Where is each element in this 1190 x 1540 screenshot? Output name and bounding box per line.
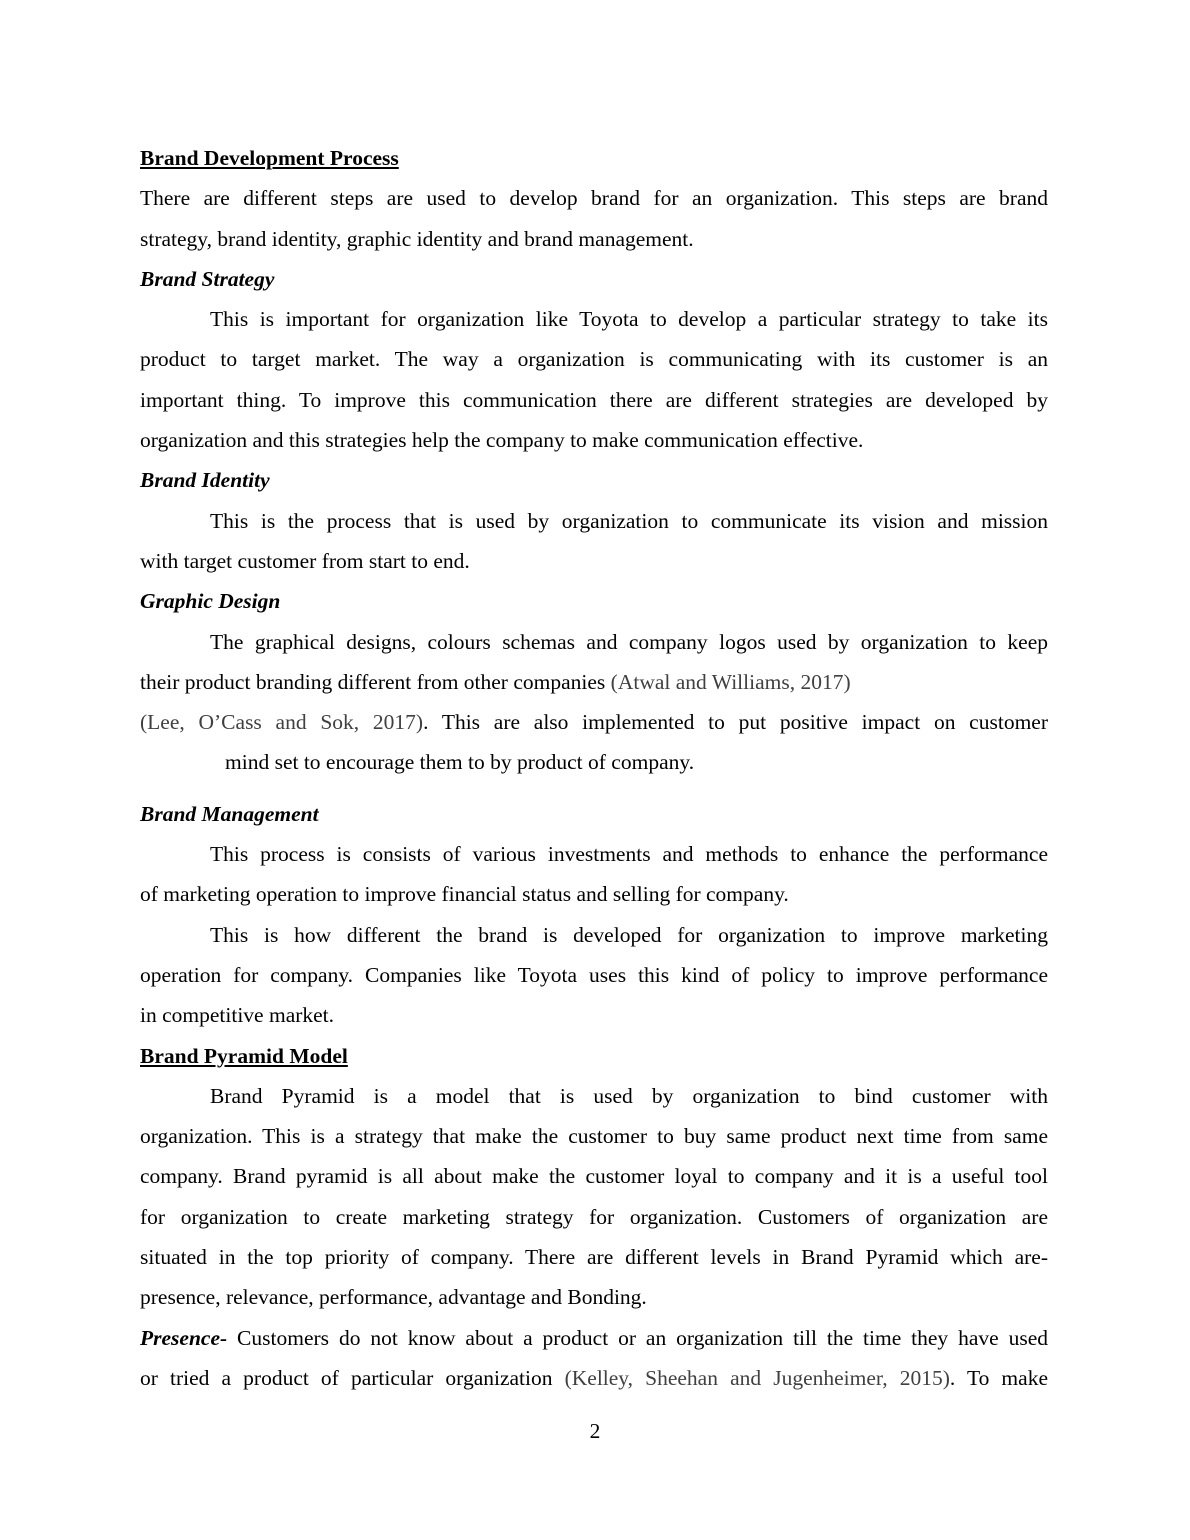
paragraph-line: product to target market. The way a organization is communicating with its customer is an: [140, 347, 1048, 372]
heading-brand-management: Brand Management: [140, 801, 319, 826]
heading-brand-pyramid-model: Brand Pyramid Model: [140, 1043, 348, 1068]
heading-brand-development-process: Brand Development Process: [140, 146, 399, 170]
heading-graphic-design: Graphic Design: [140, 589, 281, 614]
paragraph-line: presence, relevance, performance, advantage and Bonding.: [140, 1285, 647, 1310]
paragraph-line: with target customer from start to end.: [140, 548, 470, 573]
heading-brand-strategy: Brand Strategy: [140, 266, 275, 291]
paragraph-line: [140, 1358, 1048, 1398]
paragraph-line: for organization to create marketing strategy for organization. Customers of organization are: [140, 1204, 1048, 1229]
paragraph-text: . This are also implemented to put positive impact on customer: [423, 710, 1048, 735]
paragraph-line: The graphical designs, colours schemas and company logos used by organization to keep: [210, 629, 1048, 654]
paragraph-line: [140, 662, 1048, 702]
paragraph-line: organization and this strategies help the company to make communication effective.: [140, 428, 864, 453]
spacer: [140, 783, 1048, 794]
paragraph-line: [140, 1318, 1048, 1358]
term-presence: Presence-: [140, 1325, 228, 1350]
citation: (Lee, O’Cass and Sok, 2017): [140, 710, 424, 735]
heading-brand-identity: Brand Identity: [140, 468, 270, 493]
paragraph-line: mind set to encourage them to by product of company.: [225, 750, 695, 775]
paragraph-line: This is important for organization like Toyota to develop a particular strategy to take its: [210, 307, 1048, 332]
paragraph-text: Customers do not know about a product or an organization till the time they have used: [227, 1325, 1048, 1350]
paragraph-line: operation for company. Companies like Toyota uses this kind of policy to improve performance: [140, 962, 1048, 987]
paragraph-line: important thing. To improve this communication there are different strategies are developed by: [140, 387, 1048, 412]
paragraph-line: There are different steps are used to develop brand for an organization. This steps are brand: [140, 186, 1048, 211]
document-page: [140, 138, 1048, 1398]
paragraph-line: This process is consists of various investments and methods to enhance the performance: [210, 842, 1048, 867]
paragraph-line: strategy, brand identity, graphic identity and brand management.: [140, 226, 694, 251]
paragraph-line: of marketing operation to improve financial status and selling for company.: [140, 882, 789, 907]
citation: (Atwal and Williams, 2017): [610, 669, 851, 694]
paragraph-line: organization. This is a strategy that make the customer to buy same product next time from same: [140, 1124, 1048, 1149]
paragraph-line: [140, 702, 1048, 742]
paragraph-text: . To make: [949, 1365, 1048, 1390]
paragraph-line: This is how different the brand is developed for organization to improve marketing: [210, 922, 1048, 947]
paragraph-line: company. Brand pyramid is all about make the customer loyal to company and it is a useful tool: [140, 1164, 1048, 1189]
paragraph-line: in competitive market.: [140, 1003, 335, 1028]
paragraph-text: their product branding different from other companies: [140, 669, 611, 694]
paragraph-line: This is the process that is used by organization to communicate its vision and mission: [210, 508, 1048, 533]
page-number: 2: [589, 1419, 601, 1443]
paragraph-line: situated in the top priority of company. There are different levels in Brand Pyramid which are-: [140, 1245, 1048, 1270]
paragraph-line: Brand Pyramid is a model that is used by organization to bind customer with: [210, 1083, 1048, 1108]
paragraph-text: or tried a product of particular organization: [140, 1365, 565, 1390]
citation: (Kelley, Sheehan and Jugenheimer, 2015): [564, 1365, 950, 1390]
